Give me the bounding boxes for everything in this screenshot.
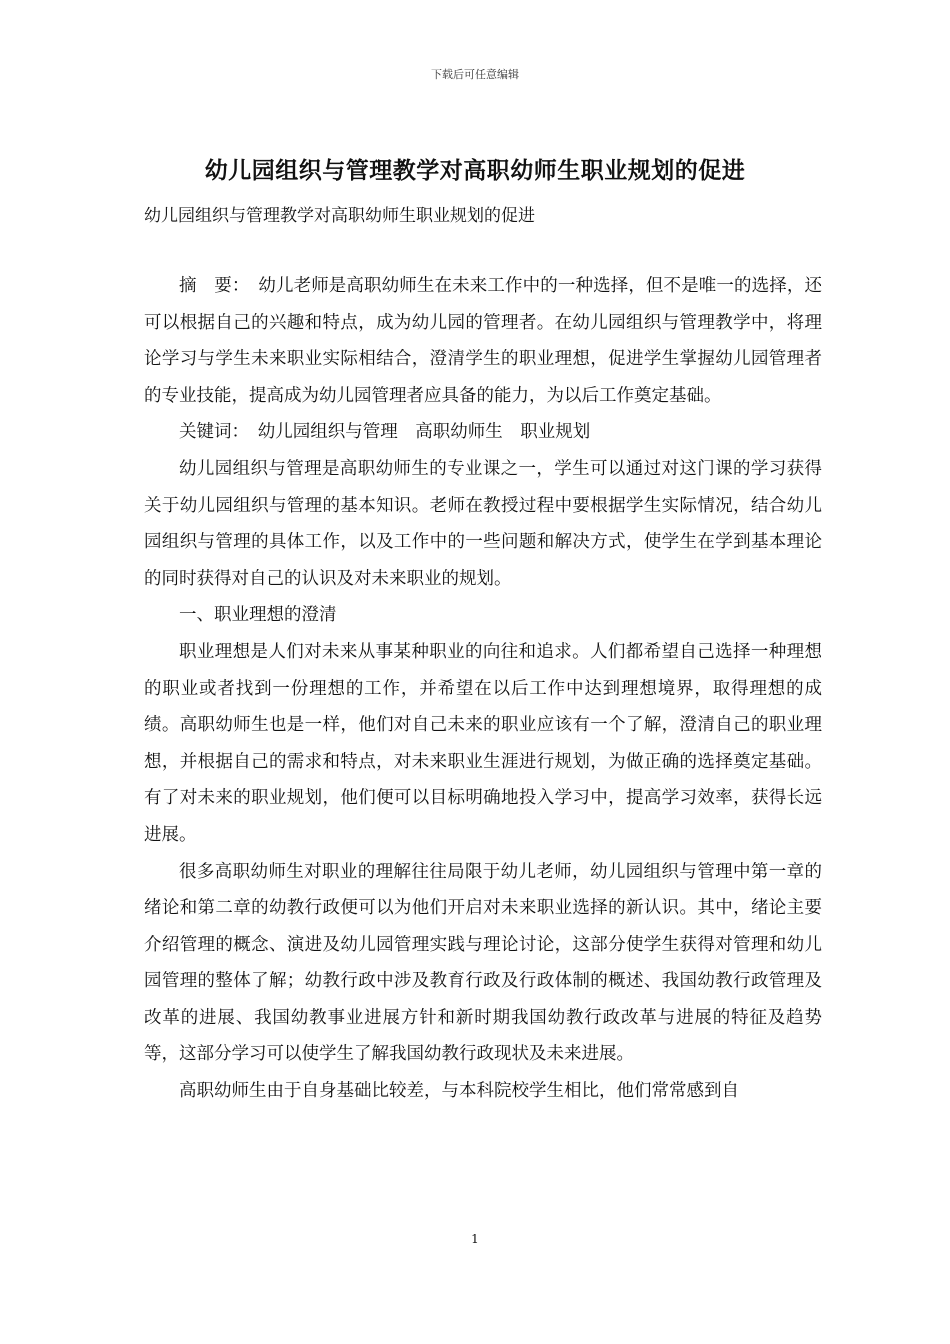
body-paragraph: 幼儿园组织与管理是高职幼师生的专业课之一，学生可以通过对这门课的学习获得关于幼儿园组织与管理的基本知识。老师在教授过程中要根据学生实际情况，结合幼儿园组织与管理的具体工作，以及工作中的一些问题和解决方式，使学生在学到基本理论的同时获得对自己的认识及对未来职业的规划。 [144, 458, 822, 589]
section-heading: 一、职业理想的澄清 [179, 605, 337, 626]
keywords-line: 关键词： 幼儿园组织与管理 高职幼师生 职业规划 [179, 422, 591, 443]
body-paragraph: 高职幼师生由于自身基础比较差，与本科院校学生相比，他们常常感到自 [179, 1081, 739, 1102]
page-header: 下载后可任意编辑 [431, 68, 519, 81]
document-title: 幼儿园组织与管理教学对高职幼师生职业规划的促进 [204, 157, 746, 184]
document-body [144, 268, 822, 1110]
document-subtitle: 幼儿园组织与管理教学对高职幼师生职业规划的促进 [144, 206, 535, 226]
body-paragraph: 很多高职幼师生对职业的理解往往局限于幼儿老师，幼儿园组织与管理中第一章的绪论和第二章的幼教行政便可以为他们开启对未来职业选择的新认识。其中，绪论主要介绍管理的概念、演进及幼儿园管理实践与理论讨论，这部分使学生获得对管理和幼儿园管理的整体了解；幼教行政中涉及教育行政及行政体制的概述、我国幼教行政管理及改革的进展、我国幼教事业进展方针和新时期我国幼教行政改革与进展的特征及趋势等，这部分学习可以使学生了解我国幼教行政现状及未来进展。 [144, 861, 822, 1065]
body-paragraph: 职业理想是人们对未来从事某种职业的向往和追求。人们都希望自己选择一种理想的职业或者找到一份理想的工作，并希望在以后工作中达到理想境界，取得理想的成绩。高职幼师生也是一样，他们对自己未来的职业应该有一个了解，澄清自己的职业理想，并根据自己的需求和特点，对未来职业生涯进行规划，为做正确的选择奠定基础。有了对未来的职业规划，他们便可以目标明确地投入学习中，提高学习效率，获得长远进展。 [144, 641, 822, 845]
abstract-paragraph: 摘 要： 幼儿老师是高职幼师生在未来工作中的一种选择，但不是唯一的选择，还可以根据自己的兴趣和特点，成为幼儿园的管理者。在幼儿园组织与管理教学中，将理论学习与学生未来职业实际相结合，澄清学生的职业理想，促进学生掌握幼儿园管理者的专业技能，提高成为幼儿园管理者应具备的能力，为以后工作奠定基础。 [144, 276, 822, 406]
page-number: 1 [471, 1232, 479, 1246]
